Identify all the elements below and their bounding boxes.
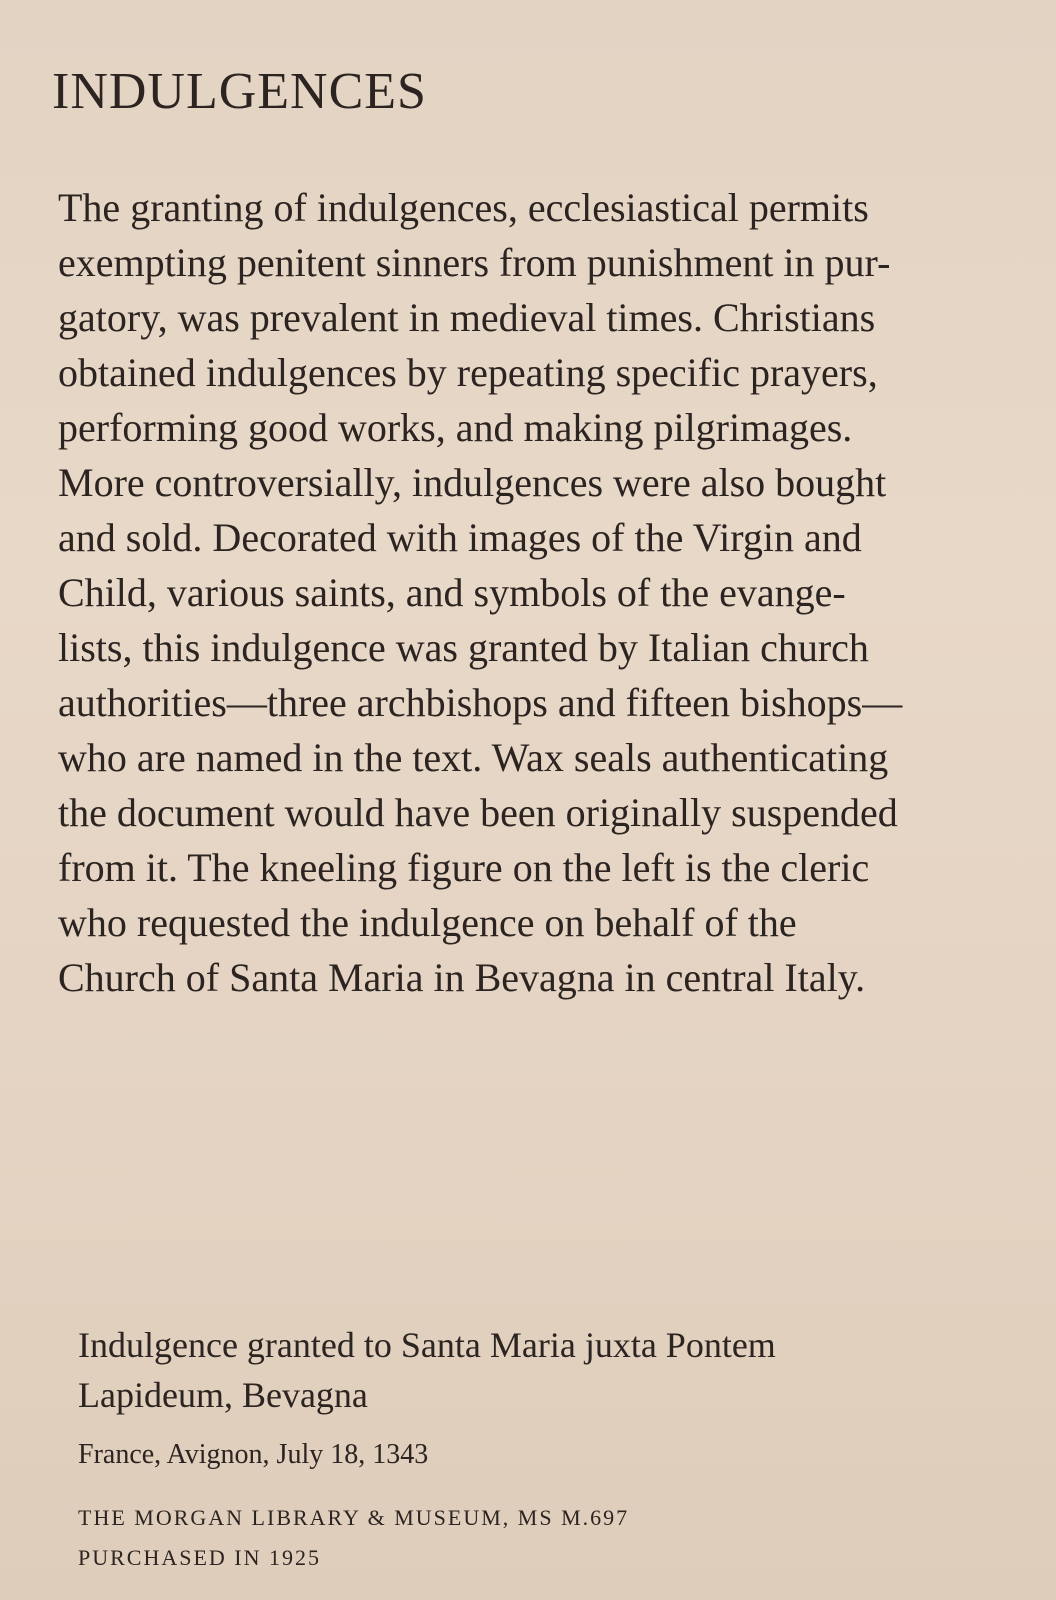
body-line: who requested the indulgence on behalf of the [58,900,797,945]
credit-line-acquisition: PURCHASED IN 1925 [78,1545,322,1570]
body-line: and sold. Decorated with images of the Virgin and [58,515,862,560]
body-line: who are named in the text. Wax seals authenticating [58,735,889,780]
body-line: More controversially, indulgences were also bought [58,460,887,505]
object-title-line: Lapideum, Bevagna [78,1375,368,1415]
credit-line-institution: THE MORGAN LIBRARY & MUSEUM, MS M.697 [78,1505,630,1530]
body-line: exempting penitent sinners from punishment in pur- [58,240,891,285]
label-title: INDULGENCES [52,63,427,120]
body-line: obtained indulgences by repeating specific prayers, [58,350,878,395]
body-line: lists, this indulgence was granted by Italian church [58,625,869,670]
body-line: The granting of indulgences, ecclesiastical permits [58,185,869,230]
body-line: from it. The kneeling figure on the left is the cleric [58,845,870,890]
object-title-line: Indulgence granted to Santa Maria juxta Pontem [78,1325,776,1365]
object-caption [78,1320,1028,1578]
label-body-text [58,180,1048,1005]
body-line: Child, various saints, and symbols of the evange- [58,570,846,615]
body-line: Church of Santa Maria in Bevagna in central Italy. [58,955,866,1000]
body-line: gatory, was prevalent in medieval times. Christians [58,295,876,340]
body-line: the document would have been originally suspended [58,790,898,835]
object-origin-date: France, Avignon, July 18, 1343 [78,1439,429,1470]
credit-line [78,1498,1028,1578]
body-line: authorities—three archbishops and fifteen bishops— [58,680,903,725]
object-title [78,1320,1028,1420]
body-line: performing good works, and making pilgrimages. [58,405,853,450]
